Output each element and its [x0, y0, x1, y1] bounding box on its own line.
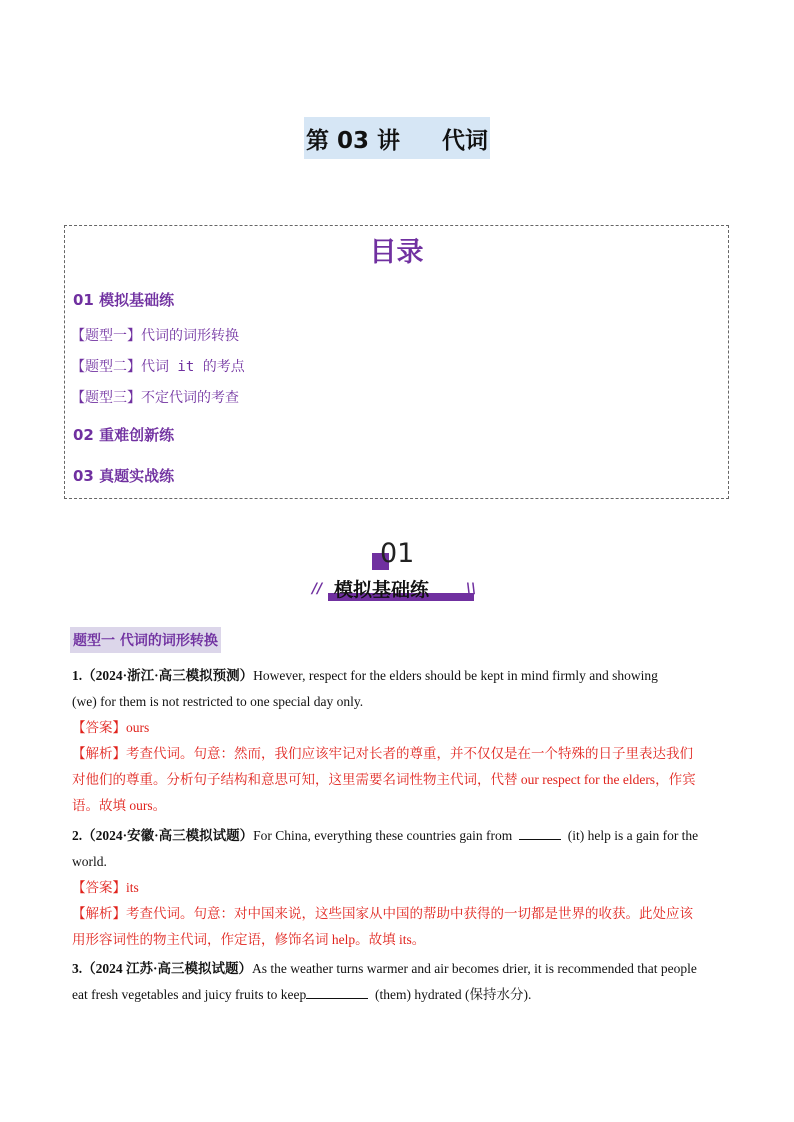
- toc-subitem-3[interactable]: 【题型三】不定代词的考查: [71, 390, 239, 406]
- right-slash-decoration: \\: [466, 581, 477, 597]
- question-1-line-1: [72, 663, 722, 689]
- question-text: For China, everything these countries gain from: [253, 828, 513, 843]
- question-number: 3.: [72, 961, 83, 976]
- question-2-line-1: [72, 823, 722, 849]
- analysis-label: 【解析】: [72, 746, 126, 761]
- question-type-heading-text: 题型一 代词的词形转换: [73, 633, 218, 649]
- question-2-analysis-line-2: 用形容词性的物主代词，作定语，修饰名词 help。故填 its。: [72, 932, 426, 947]
- question-source: （2024·浙江·高三模拟预测）: [82, 668, 254, 683]
- answer-value: its: [126, 880, 139, 895]
- question-text: However, respect for the elders should be kept in mind firmly and showing: [253, 668, 658, 683]
- answer-blank[interactable]: [306, 984, 368, 999]
- answer-label: 【答案】: [72, 720, 126, 735]
- question-1-analysis: [72, 741, 722, 767]
- analysis-text: 考查代词。句意：对中国来说，这些国家从中国的帮助中获得的一切都是世界的收获。此处应该: [126, 906, 693, 921]
- section-title: 模拟基础练: [334, 579, 430, 601]
- question-text: eat fresh vegetables and juicy fruits to keep: [72, 987, 307, 1002]
- question-source: （2024·安徽·高三模拟试题）: [82, 828, 254, 843]
- section-number: 01: [380, 538, 415, 569]
- question-1-answer: [72, 715, 722, 741]
- question-2-answer: [72, 875, 722, 901]
- lecture-number: 第 03 讲: [306, 127, 401, 154]
- question-text-cont: (them) hydrated (保持水分).: [375, 987, 532, 1002]
- question-2-line-2: world.: [72, 854, 107, 869]
- question-2-analysis: [72, 901, 722, 927]
- lecture-topic: 代词: [442, 127, 488, 154]
- question-2: [72, 823, 722, 953]
- lecture-title: [304, 117, 490, 159]
- toc-subitem-2[interactable]: 【题型二】代词 it 的考点: [71, 359, 245, 375]
- toc-section-01[interactable]: 01 模拟基础练: [73, 291, 175, 309]
- question-3-line-2: [72, 982, 722, 1008]
- toc-section-02[interactable]: 02 重难创新练: [73, 426, 175, 444]
- analysis-label: 【解析】: [72, 906, 126, 921]
- toc-heading: 目录: [369, 237, 424, 268]
- question-3: [72, 956, 722, 1008]
- question-1-line-2: (we) for them is not restricted to one special day only.: [72, 694, 364, 709]
- question-number: 1.: [72, 668, 83, 683]
- question-text-cont: (it) help is a gain for the: [567, 828, 699, 843]
- answer-value: ours: [126, 720, 150, 735]
- answer-label: 【答案】: [72, 880, 126, 895]
- section-number-badge: [372, 538, 432, 572]
- table-of-contents: [64, 225, 729, 499]
- question-1: [72, 663, 722, 819]
- analysis-text: 考查代词。句意：然而，我们应该牢记对长者的尊重，并不仅仅是在一个特殊的日子里表达我们: [126, 746, 693, 761]
- question-number: 2.: [72, 828, 83, 843]
- question-1-analysis-line-3: 语。故填 ours。: [72, 798, 167, 813]
- toc-section-03[interactable]: 03 真题实战练: [73, 467, 175, 485]
- question-type-heading: [70, 627, 221, 653]
- question-1-analysis-line-2: 对他们的尊重。分析句子结构和意思可知，这里需要名词性物主代词，代替 our respect for the elders，作宾: [72, 772, 696, 787]
- left-slash-decoration: //: [312, 581, 323, 597]
- answer-blank[interactable]: [519, 825, 561, 840]
- section-title-banner: [312, 575, 482, 605]
- toc-subitem-1[interactable]: 【题型一】代词的词形转换: [71, 328, 239, 344]
- question-3-line-1: [72, 956, 722, 982]
- question-text: As the weather turns warmer and air becomes drier, it is recommended that people: [252, 961, 697, 976]
- question-source: （2024 江苏·高三模拟试题）: [82, 961, 253, 976]
